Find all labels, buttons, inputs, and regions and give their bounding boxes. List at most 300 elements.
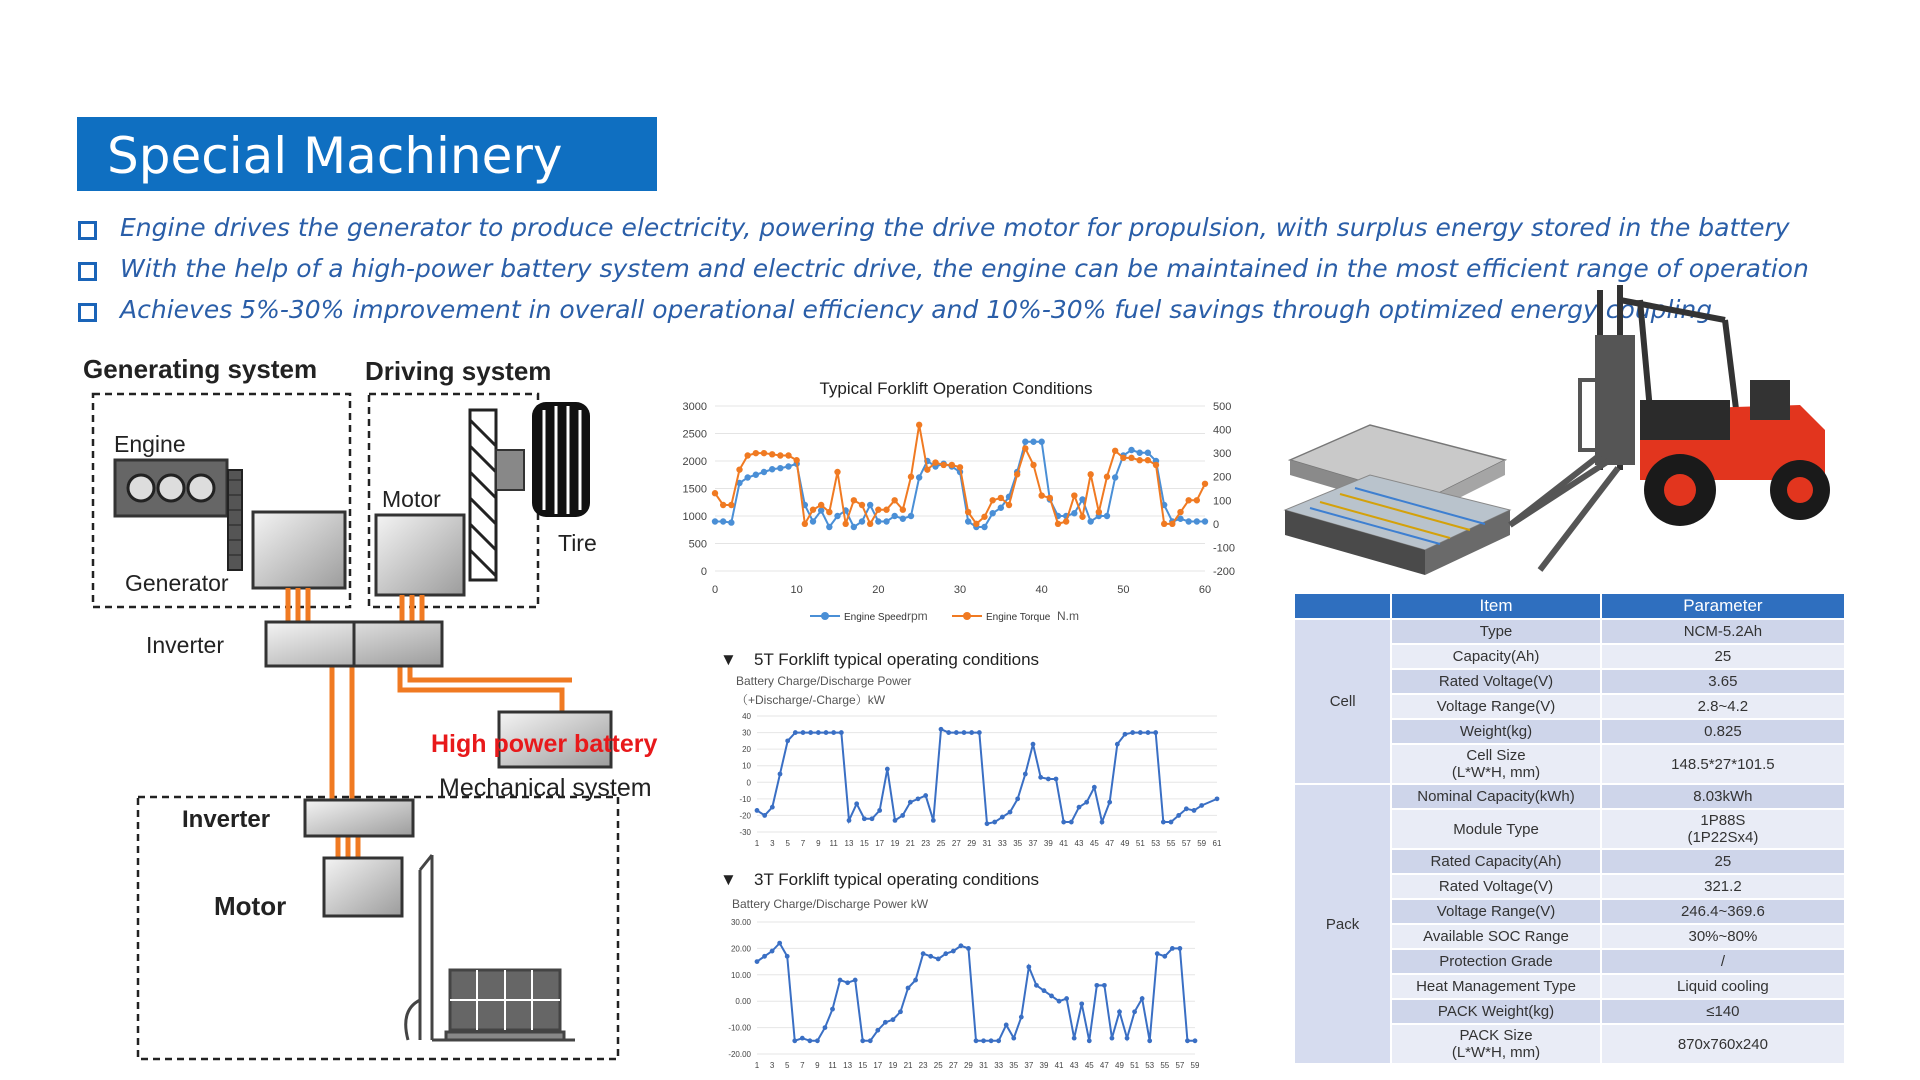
table-cell-value: 0.825 [1602, 720, 1844, 743]
table-cell-value: 25 [1602, 850, 1844, 873]
table-header-blank [1295, 594, 1390, 618]
chart1-xtick: 30 [953, 584, 967, 596]
chart3-xtick: 17 [873, 1061, 883, 1070]
chart2-point [808, 730, 813, 735]
table-cell-value: 2.8~4.2 [1602, 695, 1844, 718]
chart1-point [810, 518, 816, 524]
chart1-point [875, 518, 881, 524]
table-cell-value: 870x760x240 [1602, 1025, 1844, 1063]
chart2-xtick: 13 [844, 839, 854, 848]
chart2-point [1069, 820, 1074, 825]
chart1-point [1038, 439, 1044, 445]
chart3-point [966, 946, 971, 951]
chart1-point [728, 519, 734, 525]
inverter-top-label: Inverter [146, 632, 224, 658]
chart3-point [875, 1028, 880, 1033]
chart2-point [1199, 803, 1204, 808]
table-cell-value: 3.65 [1602, 670, 1844, 693]
chart3-xtick: 43 [1069, 1061, 1079, 1070]
chart1-ytick-left: 500 [688, 538, 707, 551]
chart2-point [1184, 806, 1189, 811]
table-cell-item: Heat Management Type [1392, 975, 1600, 998]
chart1-point [957, 464, 963, 470]
chart1-ytick-right: 300 [1213, 448, 1232, 461]
chart3-point [936, 957, 941, 962]
chart3-xtick: 15 [858, 1061, 868, 1070]
chart2-xtick: 53 [1151, 839, 1161, 848]
chart2-xtick: 29 [967, 839, 977, 848]
chart1-point [777, 452, 783, 458]
table-cell-item: Available SOC Range [1392, 925, 1600, 948]
chart2-xtick: 21 [905, 839, 915, 848]
chart3-xtick: 29 [963, 1061, 973, 1070]
chart1-point [900, 507, 906, 513]
chart3-point [1193, 1038, 1198, 1043]
chart3-point [1042, 988, 1047, 993]
chart1-point [1087, 518, 1093, 524]
chart2-xtick: 43 [1074, 839, 1084, 848]
chart2-point [793, 730, 798, 735]
pack-group-label: Pack [1295, 785, 1390, 1063]
chart3-point [1155, 951, 1160, 956]
chart3-point [1004, 1023, 1009, 1028]
chart1-point [712, 518, 718, 524]
chart2-point [755, 808, 760, 813]
chart1-point [949, 462, 955, 468]
chart1-point [1006, 502, 1012, 508]
chart3-xtick: 9 [815, 1061, 820, 1070]
table-cell-item: Rated Capacity(Ah) [1392, 850, 1600, 873]
chart1-point [883, 507, 889, 513]
chart1-point [998, 495, 1004, 501]
chart3-point [785, 954, 790, 959]
chart3-point [1147, 1038, 1152, 1043]
chart2-point [1031, 742, 1036, 747]
table-cell-value: 321.2 [1602, 875, 1844, 898]
chart3-point [891, 1017, 896, 1022]
page-title: Special Machinery [107, 127, 563, 185]
chart3-point [1140, 996, 1145, 1001]
chart2-point [1077, 805, 1082, 810]
chart3-xtick: 55 [1160, 1061, 1170, 1070]
chart1-point [1087, 471, 1093, 477]
chart2-xtick: 59 [1197, 839, 1207, 848]
table-cell-item: Protection Grade [1392, 950, 1600, 973]
chart2-xtick: 11 [829, 839, 838, 848]
forklift-image [1500, 280, 1860, 590]
chart1-point [753, 472, 759, 478]
tire-label: Tire [558, 530, 597, 556]
chart1-point [973, 521, 979, 527]
chart3-point [770, 949, 775, 954]
chart3-series-line [757, 943, 1195, 1041]
chart1-point [916, 474, 922, 480]
chart3-point [800, 1036, 805, 1041]
chart3-xtick: 13 [843, 1061, 853, 1070]
chart2-point [962, 730, 967, 735]
chart2-xtick: 1 [754, 839, 760, 848]
chart3-xtick: 3 [769, 1061, 775, 1070]
chart3-point [853, 978, 858, 983]
chart1-point [1047, 495, 1053, 501]
chart1-point [1112, 474, 1118, 480]
chart3-point [1026, 964, 1031, 969]
bullet-text: With the help of a high-power battery system and electric drive, the engine can be maintained in the most efficient range of operation [120, 254, 1809, 283]
chart3-ytick: 10.00 [730, 970, 751, 980]
legend-engine-speed: Engine Speed [844, 612, 907, 623]
chart2-point [877, 808, 882, 813]
system-diagram [70, 350, 700, 1070]
chart2-point [801, 730, 806, 735]
chart2-point [862, 816, 867, 821]
chart2-title: 5T Forklift typical operating conditions [754, 650, 1040, 669]
chart2-point [831, 730, 836, 735]
chart1-point [932, 459, 938, 465]
chart3-point [1064, 996, 1069, 1001]
chart2-point [992, 820, 997, 825]
table-header-item: Item [1392, 594, 1600, 618]
table-cell-item: Nominal Capacity(kWh) [1392, 785, 1600, 808]
chart1-xtick: 60 [1198, 584, 1212, 596]
chart3-point [913, 978, 918, 983]
chart2-ytick: 30 [742, 728, 751, 738]
chart2-point [847, 818, 852, 823]
chart2-point [1161, 820, 1166, 825]
chart1-point [908, 474, 914, 480]
table-cell-value: NCM-5.2Ah [1602, 620, 1844, 643]
chart1-point [1185, 497, 1191, 503]
chart2-ytick: 10 [742, 761, 751, 771]
module-type-value: 1P88S [1700, 812, 1746, 829]
chart2-ytick: 20 [742, 745, 751, 755]
chart2-xtick: 35 [1013, 839, 1023, 848]
chart3-point [974, 1038, 979, 1043]
chart3-xtick: 59 [1190, 1061, 1200, 1070]
table-cell-value: 148.5*27*101.5 [1602, 745, 1844, 783]
chart2-point [1092, 785, 1097, 790]
chart3-title-marker: ▼ [720, 870, 737, 889]
chart1-ytick-left: 2500 [682, 428, 707, 441]
table-cell-item: Capacity(Ah) [1392, 645, 1600, 668]
chart2-point [916, 796, 921, 801]
chart2-point [1023, 772, 1028, 777]
chart2-point [1123, 732, 1128, 737]
chart2-point [1130, 730, 1135, 735]
chart1-title: Typical Forklift Operation Conditions [819, 379, 1093, 398]
chart3-xtick: 31 [979, 1061, 989, 1070]
chart2-point [977, 730, 982, 735]
chart1-point [1136, 457, 1142, 463]
chart2-point [816, 730, 821, 735]
tire-icon [532, 402, 590, 517]
chart2-ytick: 40 [742, 712, 751, 721]
chart1-xtick: 40 [1035, 584, 1048, 596]
chart3-point [755, 959, 760, 964]
chart2-xtick: 49 [1120, 839, 1130, 848]
chart1-point [1185, 518, 1191, 524]
chart3-xtick: 11 [828, 1061, 837, 1070]
chart2-xtick: 3 [770, 839, 775, 848]
chart1-point [1202, 518, 1208, 524]
chart2-point [1084, 800, 1089, 805]
table-cell-item: Voltage Range(V) [1392, 900, 1600, 923]
chart1-ytick-left: 1500 [682, 483, 707, 496]
chart3-point [777, 941, 782, 946]
chart2-point [1192, 808, 1197, 813]
chart2-xtick: 17 [875, 839, 885, 848]
chart1-point [777, 465, 783, 471]
cell-size-label: Cell Size [1466, 747, 1526, 764]
chart1-point [989, 497, 995, 503]
chart2-xtick: 51 [1135, 839, 1145, 848]
chart1-xtick: 0 [711, 584, 719, 596]
chart3-point [928, 954, 933, 959]
chart1-ytick-right: 0 [1213, 518, 1220, 531]
chart1-point [1030, 439, 1036, 445]
chart1-point [965, 509, 971, 515]
chart2-point [785, 738, 790, 743]
chart1-point [916, 422, 922, 428]
chart1-point [834, 469, 840, 475]
generating-system-label: Generating system [83, 354, 318, 384]
5t-forklift-chart [720, 645, 1225, 850]
battery-label: High power battery [431, 730, 658, 758]
legend-engine-torque: Engine Torque [986, 612, 1051, 623]
3t-forklift-chart [720, 865, 1220, 1075]
chart3-point [1185, 1038, 1190, 1043]
chart2-point [985, 821, 990, 826]
legend-nm: N.m [1057, 609, 1079, 623]
table-cell-item: Voltage Range(V) [1392, 695, 1600, 718]
chart3-xtick: 7 [800, 1061, 805, 1070]
chart2-point [824, 730, 829, 735]
chart3-point [845, 980, 850, 985]
table-row [1295, 620, 1844, 643]
chart1-point [1153, 462, 1159, 468]
chart3-point [1019, 1015, 1024, 1020]
chart2-point [1115, 742, 1120, 747]
chart1-point [989, 510, 995, 516]
chart3-point [943, 951, 948, 956]
chart1-point [834, 513, 840, 519]
table-row [1295, 785, 1844, 808]
table-cell-value [1602, 810, 1844, 848]
table-cell-value: 246.4~369.6 [1602, 900, 1844, 923]
chart3-point [1132, 1009, 1137, 1014]
chart2-point [1176, 813, 1181, 818]
chart1-point [1177, 509, 1183, 515]
chart2-xtick: 25 [936, 839, 946, 848]
chart2-point [1153, 730, 1158, 735]
chart1-ytick-right: 200 [1213, 471, 1232, 484]
chart1-ytick-right: -100 [1213, 542, 1236, 555]
chart2-point [946, 730, 951, 735]
square-bullet-icon [78, 303, 97, 322]
chart3-point [807, 1038, 812, 1043]
chart3-point [1177, 946, 1182, 951]
chart3-xtick: 51 [1130, 1061, 1140, 1070]
chart3-point [1117, 1009, 1122, 1014]
chart2-point [893, 818, 898, 823]
chart1-point [802, 521, 808, 527]
chart2-point [885, 767, 890, 772]
chart2-xtick: 23 [921, 839, 931, 848]
chart1-point [940, 462, 946, 468]
motor-bottom-label: Motor [214, 891, 287, 921]
chart1-point [712, 490, 718, 496]
chart1-point [1022, 439, 1028, 445]
chart1-point [826, 524, 832, 530]
chart2-ytick: -20 [739, 811, 751, 821]
chart3-point [838, 978, 843, 983]
engine-icon [115, 460, 242, 570]
chart1-point [753, 450, 759, 456]
chart2-point [1169, 820, 1174, 825]
chart2-xtick: 39 [1043, 839, 1053, 848]
chart3-point [989, 1038, 994, 1043]
chart3-point [883, 1020, 888, 1025]
chart2-point [1038, 775, 1043, 780]
module-type-detail: (1P22Sx4) [1687, 829, 1759, 846]
table-cell-value: 8.03kWh [1602, 785, 1844, 808]
chart3-title: 3T Forklift typical operating conditions [754, 870, 1040, 889]
chart3-point [1087, 1038, 1092, 1043]
chart1-point [1120, 455, 1126, 461]
generator-label: Generator [125, 570, 229, 596]
chart3-point [996, 1038, 1001, 1043]
chart1-point [842, 521, 848, 527]
chart2-point [854, 801, 859, 806]
chart1-xtick: 10 [790, 584, 803, 596]
chart2-ylabel: Battery Charge/Discharge Power [736, 674, 912, 688]
chart3-point [1057, 999, 1062, 1004]
chart2-xtick: 19 [890, 839, 900, 848]
chart1-point [1104, 513, 1110, 519]
battery-spec-table [1293, 592, 1846, 1065]
table-cell-value: 30%~80% [1602, 925, 1844, 948]
chart3-xtick: 45 [1084, 1061, 1094, 1070]
chart2-point [1046, 777, 1051, 782]
bullet-text: Achieves 5%-30% improvement in overall operational efficiency and 10%-30% fuel savings through optimized energy coupling [120, 295, 1713, 324]
chart2-point [954, 730, 959, 735]
chart1-point [744, 452, 750, 458]
chart2-ytick: -10 [739, 794, 751, 804]
forklift-operation-chart [660, 372, 1250, 627]
table-cell-item [1392, 1025, 1600, 1063]
chart1-point [981, 524, 987, 530]
chart1-point [761, 450, 767, 456]
chart2-point [778, 772, 783, 777]
chart1-point [1145, 457, 1151, 463]
chart1-point [1038, 492, 1044, 498]
chart1-point [761, 469, 767, 475]
chart3-xtick: 49 [1115, 1061, 1124, 1070]
bullet-item [78, 254, 1809, 288]
chart1-point [810, 507, 816, 513]
chart1-point [1145, 450, 1151, 456]
chart3-point [1094, 983, 1099, 988]
chart2-point [969, 730, 974, 735]
chart1-point [1202, 481, 1208, 487]
chart1-point [867, 521, 873, 527]
chart2-xtick: 7 [800, 839, 806, 848]
battery-pack-image [1280, 410, 1520, 580]
bullet-text: Engine drives the generator to produce electricity, powering the drive motor for propulsion, with surplus energy stored in the battery [120, 213, 1790, 242]
chart1-point [769, 451, 775, 457]
chart1-point [965, 518, 971, 524]
chart2-point [931, 818, 936, 823]
chart1-point [1030, 462, 1036, 468]
chart3-point [1125, 1036, 1130, 1041]
cell-group-label: Cell [1295, 620, 1390, 783]
chart1-xtick: 20 [872, 584, 885, 596]
engine-label: Engine [114, 431, 186, 457]
chart1-point [785, 463, 791, 469]
inverter-top-icon [266, 622, 442, 666]
chart1-point [924, 466, 930, 472]
chart1-point [981, 514, 987, 520]
chart3-ytick: 30.00 [730, 918, 751, 927]
chart1-point [744, 474, 750, 480]
chart3-point [1011, 1036, 1016, 1041]
chart3-point [823, 1025, 828, 1030]
chart1-point [1079, 514, 1085, 520]
table-cell-value: 25 [1602, 645, 1844, 668]
chart1-point [728, 502, 734, 508]
chart2-point [1061, 820, 1066, 825]
chart3-xtick: 47 [1099, 1061, 1109, 1070]
chart2-series-line [757, 729, 1217, 823]
chart1-point [851, 497, 857, 503]
table-cell-item: Weight(kg) [1392, 720, 1600, 743]
motor-bottom-icon [324, 858, 402, 916]
chart2-point [1215, 796, 1220, 801]
chart1-point [1063, 518, 1069, 524]
chart1-point [851, 524, 857, 530]
chart3-point [792, 1038, 797, 1043]
chart3-xtick: 37 [1024, 1061, 1034, 1070]
chart2-xtick: 31 [982, 839, 992, 848]
chart1-ytick-right: -200 [1213, 566, 1236, 578]
chart2-point [1100, 820, 1105, 825]
chart3-point [921, 951, 926, 956]
chart1-point [1194, 518, 1200, 524]
chart1-point [859, 518, 865, 524]
chart1-point [736, 466, 742, 472]
chart3-ytick: 20.00 [730, 944, 751, 954]
chart2-point [1107, 800, 1112, 805]
chart3-xtick: 41 [1054, 1061, 1064, 1070]
chart2-xtick: 37 [1028, 839, 1038, 848]
chart3-xtick: 27 [948, 1061, 958, 1070]
chart1-point [859, 502, 865, 508]
table-cell-item: Rated Voltage(V) [1392, 670, 1600, 693]
chart1-point [1128, 447, 1134, 453]
motor-top-icon [376, 515, 464, 595]
chart3-ytick: 0.00 [735, 997, 751, 1007]
chart3-point [860, 1038, 865, 1043]
gearbox-icon [470, 410, 524, 580]
forklift-sketch-icon [406, 855, 575, 1040]
chart3-point [906, 986, 911, 991]
table-cell-item: PACK Weight(kg) [1392, 1000, 1600, 1023]
table-cell-item [1392, 745, 1600, 783]
chart3-point [868, 1038, 873, 1043]
chart3-xtick: 35 [1009, 1061, 1019, 1070]
chart1-point [1169, 521, 1175, 527]
chart3-xtick: 23 [918, 1061, 928, 1070]
chart1-point [818, 502, 824, 508]
